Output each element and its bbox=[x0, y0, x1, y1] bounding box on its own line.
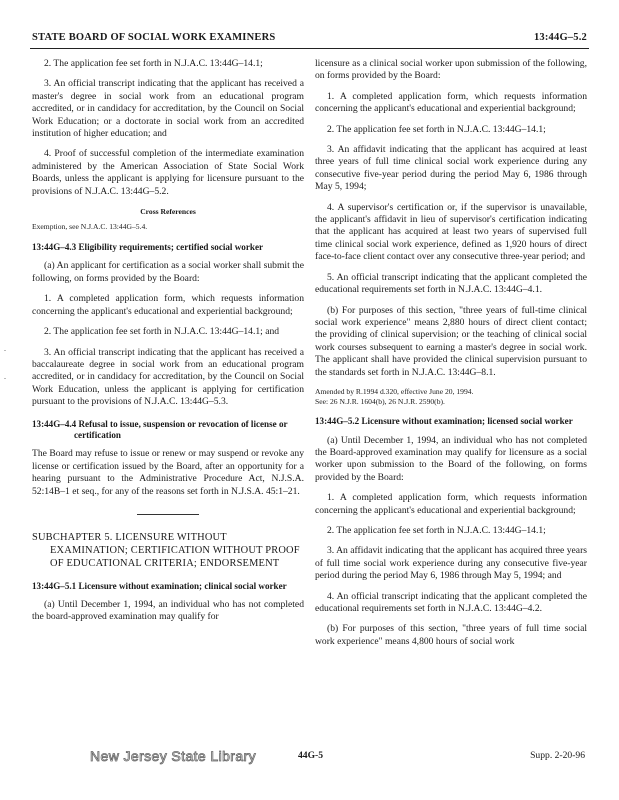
paragraph: 3. An official transcript indicating that the applicant has received a baccalaureate degree in social work from an educational program accredited, or in candidacy for accreditation, by the Council on Social Work Education, unless the applicant is applying for certification pursuant to the provisions of N.J.A.C. 13:44G–5.3. bbox=[32, 346, 304, 408]
left-column bbox=[32, 58, 304, 632]
paragraph: (b) For purposes of this section, "three years of full time social work experience" means 4,800 hours of social work bbox=[315, 623, 587, 647]
page-number: 44G-5 bbox=[298, 750, 324, 761]
subchapter-heading: SUBCHAPTER 5. LICENSURE WITHOUT EXAMINATION; CERTIFICATION WITHOUT PROOF OF EDUCATIONAL CRITERIA; ENDORSEMENT bbox=[32, 531, 300, 570]
paragraph: (b) For purposes of this section, "three years of full-time clinical social work experience" means 2,880 hours of direct client contact; the providing of clinical supervision; or the teaching of clinical social work courses subsequent to earning a master's degree in social work. The applicant shall have provided the clinical supervision pursuant to the standards set forth in N.J.A.C. 13:44G–8.1. bbox=[315, 304, 587, 378]
supplement-date: Supp. 2-20-96 bbox=[530, 750, 585, 761]
header-section-number: 13:44G–5.2 bbox=[533, 32, 587, 43]
paragraph: 2. The application fee set forth in N.J.A.C. 13:44G–14.1; bbox=[327, 123, 546, 135]
running-header bbox=[30, 30, 589, 49]
paragraph: 3. An official transcript indicating that the applicant has received a master's degree in social work from an educational program accredited, or in candidacy for accreditation, by the Council on Social Work Education; or a doctorate in social work from an accredited institution of higher education; and bbox=[32, 78, 304, 140]
paragraph: licensure as a clinical social worker upon submission of the following, on forms provided by the Board: bbox=[315, 58, 587, 82]
paragraph: 3. An affidavit indicating that the applicant has acquired three years of full time social work experience during any consecutive five-year period during the period May 6, 1986 through May 5, 1994; and bbox=[315, 545, 587, 582]
paragraph: 4. Proof of successful completion of the intermediate examination administered by the American Association of State Social Work Boards, unless the applicant is applying for licensure pursuant to the provisions of N.J.A.C. 13:44G–5.2. bbox=[32, 148, 304, 197]
cross-reference-text: Exemption, see N.J.A.C. 13:44G–5.4. bbox=[32, 222, 148, 232]
paragraph: (a) Until December 1, 1994, an individual who has not completed the board-approved examination may qualify for bbox=[32, 598, 304, 623]
paragraph: 1. A completed application form, which requests information concerning the applicant's educational and experiential background; bbox=[315, 492, 587, 516]
paragraph: 5. An official transcript indicating that the applicant completed the educational requirements set forth in N.J.A.C. 13:44G–4.1. bbox=[315, 271, 587, 296]
section-heading: 13:44G–4.4 Refusal to issue, suspension or revocation of license or certification bbox=[32, 418, 288, 440]
paragraph: 1. A completed application form, which requests information concerning the applicant's educational and experiential background; bbox=[32, 293, 304, 317]
paragraph: 4. A supervisor's certification or, if the supervisor is unavailable, the applicant's affidavit in lieu of supervisor's certification indicating that the applicant has acquired at least two years of supervised full time clinical social work experience, defined as 1,920 hours of direct face-to-face client contact over any consecutive three-year period; and bbox=[315, 201, 587, 263]
paragraph: 2. The application fee set forth in N.J.A.C. 13:44G–14.1; bbox=[327, 524, 546, 536]
cross-references-heading: Cross References bbox=[140, 207, 196, 217]
library-watermark: New Jersey State Library bbox=[90, 748, 256, 764]
section-heading: 13:44G–5.2 Licensure without examination; licensed social worker bbox=[315, 416, 573, 427]
amendment-note: Amended by R.1994 d.320, effective June 20, 1994. bbox=[315, 386, 474, 396]
paragraph: (a) An applicant for certification as a social worker shall submit the following, on forms provided by the Board: bbox=[32, 260, 304, 284]
paragraph: (a) Until December 1, 1994, an individual who has not completed the Board-approved examination may qualify for licensure as a social worker upon submission to the Board of the following, on forms provided by the Board: bbox=[315, 434, 587, 483]
margin-mark bbox=[4, 378, 6, 379]
section-heading: 13:44G–4.3 Eligibility requirements; certified social worker bbox=[32, 242, 264, 253]
amendment-note: See: 26 N.J.R. 1604(b), 26 N.J.R. 2590(b). bbox=[315, 396, 445, 406]
right-column bbox=[315, 58, 587, 656]
section-heading: 13:44G–5.1 Licensure without examination; clinical social worker bbox=[32, 580, 287, 591]
paragraph: 2. The application fee set forth in N.J.A.C. 13:44G–14.1; and bbox=[44, 326, 280, 338]
paragraph: 2. The application fee set forth in N.J.A.C. 13:44G–14.1; bbox=[44, 58, 263, 69]
header-title: STATE BOARD OF SOCIAL WORK EXAMINERS bbox=[32, 32, 276, 43]
margin-mark bbox=[4, 350, 6, 351]
paragraph: 1. A completed application form, which requests information concerning the applicant's educational and experiential background; bbox=[315, 90, 587, 115]
paragraph: 3. An affidavit indicating that the applicant has acquired at least three years of full time clinical social work experience during any consecutive five-year period during the period May 6, 1986 through May 5, 1994; bbox=[315, 144, 587, 193]
paragraph: 4. An official transcript indicating that the applicant completed the educational requirements set forth in N.J.A.C. 13:44G–4.2. bbox=[315, 590, 587, 614]
page-footer bbox=[30, 748, 589, 768]
paragraph: The Board may refuse to issue or renew or may suspend or revoke any license or certification issued by the Board, after an opportunity for a hearing pursuant to the Administrative Procedure Act, N.J.S.A. 52:14B–1 et seq., for any of the reasons set forth in N.J.S.A. 45:1–21. bbox=[32, 448, 304, 497]
divider bbox=[137, 514, 199, 515]
